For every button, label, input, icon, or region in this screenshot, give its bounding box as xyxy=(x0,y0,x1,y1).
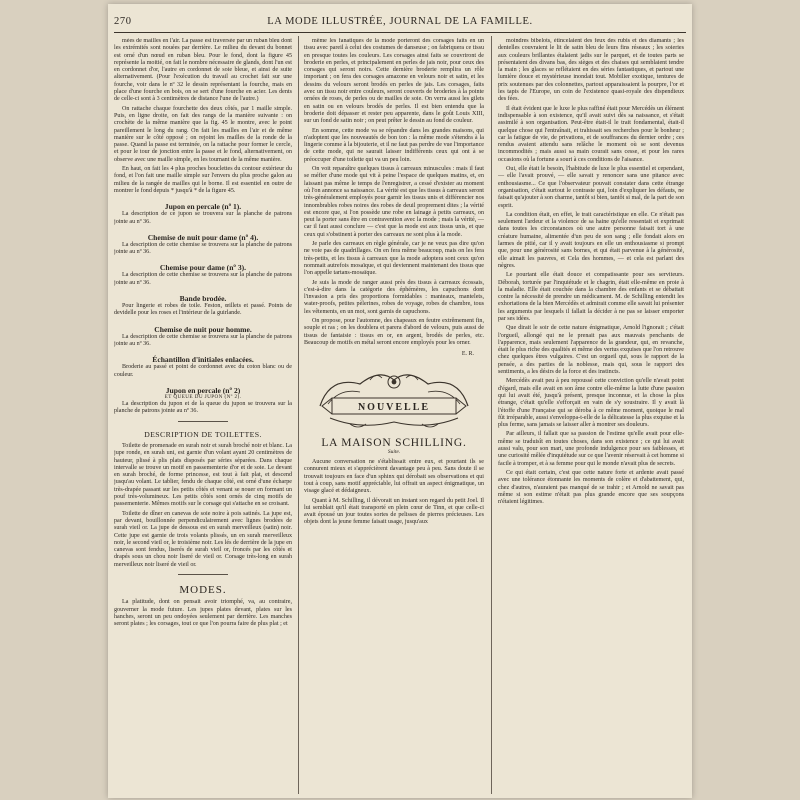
item-heading: Chemise de nuit pour dame (nº 4). xyxy=(147,232,259,242)
paragraph: Oui, elle était le besoin, l'habitude de luxe le plus essentiel et cependant, — elle l'avait prouvé, — elle savait y renoncer sans une pitance avec enthousiasme... Ce que l'observateur pouvait constater dans cette étrange organisation, c'était surtout le contraste qui, loin d'expliquer les défauts, ne faisait qu'ajouter à son charme, tantôt si bien, tantôt si mal, de la part de son esprit. xyxy=(498,166,684,209)
item-heading: Bande brodée. xyxy=(179,294,227,304)
paragraph: On voit reparaître quelques tissus à carreaux minuscules : mais il faut se méfier d'une mode qui vit à peine l'espace de quelques matins, et, en laissant pas même le temps de l'enregistrer, a cessé d'exister au moment où l'on annonce sa naissance. La vérité est que les tissus à carreaux seront très-généralement employés pour garnir les tissus unis et différencier nos innombrables robes noires des robes de deuil proprement dites ; la vérité est encore que, si l'on possède une robe en lainage à petits carreaux, on peut la porter sans être en contravention avec la mode ; mais la vérité, — car il faut aussi conclure — c'est que la mode est aux tissus unis, et que ceux qui s'obstinent à porter des carreaux ne sont plus à la mode. xyxy=(304,166,484,238)
toilettes-heading: DESCRIPTION DE TOILETTES. xyxy=(144,429,262,439)
newspaper-page xyxy=(108,4,692,798)
paragraph: Ce qui était certain, c'est que cette nature forte et ardente avait passé avec une tolérance étonnante les moments de colère et d'abattement, qui, chez d'autres, n'auraient pas manqué de se trahir ; et Arnold ne savait pas même si son estime n'était pas plus grande encore que ses soupçons n'étaient légitimes. xyxy=(498,469,684,506)
column-left xyxy=(114,38,292,794)
column-divider xyxy=(491,36,492,794)
banner-word: NOUVELLE xyxy=(357,402,431,414)
paragraph: moindres bibelots, étincelaient des feux des rubis et des diamants ; les dentelles couvraient le lit de satin bleu de leurs fins réseaux ; les soieries aux couleurs brillantes étalaient jadis sur le parquet, et de toutes parts se présentaient des divans bas, des sièges et des chaises qui semblaient tendre la main ; les glaces se reflétaient en des séries fantastiques, et partout une lumière douce et mystérieuse inondait tout. Mobilier exotique, tentures de prix soutenues par des colonnettes, partout apparaissaient la pourpre, l'or et les tapis de l'Europe, un coin de l'existence quasi-royale des dispendieux des fées. xyxy=(498,38,684,103)
paragraph: Il était évident que le luxe le plus raffiné était pour Mercédès un élément indispensable à son existence, qu'il avait suivi dès sa naissance, et s'était assimilé à son organisation. Peut-être était-il le trait fondamental, était-il quelque chose qui l'entraînait, et trahissait ses recherches pour le bonheur ; car la fatigue de vie, de privations, et de souffrances du dernier ordre ; ces rendus avaient attendu sans relâche le moment où se sont devenus incommodités ; mais aussi sa main courait sans cesse, et pour les rares occasions où la fortune a souri à ces conditions de l'aisance. xyxy=(498,105,684,163)
item-description: La description de cette chemise se trouvera sur la planche de patrons jointe au nº 36. xyxy=(114,272,292,286)
column-right xyxy=(498,38,684,794)
section-rule xyxy=(178,574,228,575)
paragraph: Je suis la mode de ranger aussi près des tissus à carreaux écossais, c'est-à-dire dans la catégorie des éphémères, les capuchons dont l'invasion a pris des proportions formidables : manteaux, mantelets, water-proofs, petites pèlerines, robes de voyage, robes de chambre, tous les vêtements, en un mot, sont garnis de capuchons. xyxy=(304,279,484,315)
page-number: 270 xyxy=(114,16,132,27)
item-description: Broderie au passé et point de cordonnet avec du coton blanc ou de couleur. xyxy=(114,364,292,378)
item-description: Pour lingerie et robes de toile. Feston, œillets et passé. Points de devidelle pour les roses et l'intérieur de la guirlande. xyxy=(114,303,292,317)
paragraph: Mercédès avait peu à peu repoussé cette conviction qu'elle n'avait point d'égard, mais elle avait en son âme contre elle-même la lutte d'une passion qui lui avait été, jusqu'à présent, presque inconnue, et la chose la plus étrange, c'était qu'elle s'efforçait en vain de s'y soustraire. Il y avait là l'étoffe d'une Française qui se déroba à ce même moment, quoique le mal fût irréparable, aussi s'enveloppa-t-elle de la délicatesse la plus exquise et la plus ferme, sans jamais se laisser aller à montrer ses douleurs. xyxy=(498,378,684,429)
signature: E. R. xyxy=(461,351,474,358)
column-middle xyxy=(304,38,484,794)
story-subtitle: Suite. xyxy=(387,448,401,455)
item-description: La description de cette chemise se trouvera sur la planche de patrons jointe au nº 36. xyxy=(114,241,292,256)
paragraph: Toilette de dîner en canevas de soie noire à pois satinés. La jupe est, par devant, bouillonnée perpendiculairement avec lignes brodées de surah vieil or. La jupe de dessous est en surah merveilleux (satin) noir. Cette jupe est garnie de trois volants plissés, un en surah merveilleux noir, le second vieil or, le troisième noir. Les lés de derrière de la jupe en canevas sont fendus, liserés de surah vieil or, froncés par les côtés et drapés sous un chou noir liseré de vieil or. Corsage très-long en surah merveilleux noir liseré de vieil or. xyxy=(114,510,292,568)
paragraph: Aucune conversation ne s'établissait entre eux, et pourtant ils se connurent mieux et s'apprécièrent davantage peu à peu. Sans doute il se trouvait toujours en face d'un sphinx qui dérobait ses observations et qui tout à coup, sans motif appréciable, lui offrait un aspect énigmatique, un visage glacé et dédaigneux. xyxy=(304,459,484,495)
paragraph: En haut, on fait les 4 plus proches bouclettes du contour extérieur du fond, et l'on fait une maille simple sur l'envers du plus proche galon au milieu de la rangée de mailles qui le borne. Il est essentiel en outre de montrer le fond depuis * jusqu'à * de la figure 45. xyxy=(114,166,292,194)
nouvelle-banner xyxy=(310,366,478,434)
item-description: La description de cette chemise se trouvera sur la planche de patrons jointe au nº 36. xyxy=(114,333,292,347)
journal-title: LA MODE ILLUSTRÉE, JOURNAL DE LA FAMILLE. xyxy=(267,16,533,27)
paragraph: On propose, pour l'automne, des chapeaux en feutre extrêmement fin, souple et ras ; on les doublera et parera d'abord de velours, puis aussi de tissus de fantaisie : tissus en or, en argent, brodés de perles, etc. Beaucoup de motifs en métal seront encore employés pour les orner. xyxy=(304,317,484,346)
paragraph: Quant à M. Schilling, il dévorait un instant son regard du petit Joel. Il lui semblait qu'il était transporté en plein cœur de Tinn, et que celle-ci avait épousé un jour toutes sortes de pelisses de pierres précieuses. Les objets dont la jeune femme faisait usage, jusqu'aux xyxy=(304,497,484,526)
item-heading: Jupon en percale (nº 2) xyxy=(165,385,241,395)
paragraph: Le pourtant elle était douce et compatissante pour ses serviteurs. Déborah, torturée par l'inquiétude et le chagrin, était elle-même en proie à la maladie. Elle était couchée dans la chambre des enfants et se débattait contre la nécessité de prendre un médicament. M. de Schilling entendit les exhortations de la bien Mercédès et admirait comme elle savait lui présenter les arguments par lesquels il fallait la décider à ne pas se laisser emporter par ses idées. xyxy=(498,272,684,322)
paragraph: mées de mailles en l'air. La passe est traversée par un ruban bleu dont les extrémités sont nouées par derrière. Le milieu du devant du bonnet est orné d'un nœud en ruban bleu. Pour le fond, dont la figure 45 représente la moitié, on fait le nombre nécessaire de glands, dont l'un est en cordonnet d'or, l'autre en cordonnet de soie bleue, et ainsi de suite alternativement. (Pour l'exécution du travail au crochet fait sur une fourche, voir dans le nº 32 le dessin représentant la fourche, mais en place d'une fourche en bois, on se sert d'une fourche en acier. Les dents de celle-ci sont à 3 centimètres de distance l'une de l'autre.) xyxy=(114,38,292,103)
item-heading: Jupon en percale (nº 1). xyxy=(164,202,242,212)
paragraph: Que dirait le soir de cette nature énigmatique, Arnold l'ignorait ; c'était l'orgueil, allongé qui ne le prenait pas aux mauvais penchants de l'apparence, mais seulement l'apparence de la grandeur, qui, en revanche, était le plus riche des qualités et même des vertus exquises que l'on retrouve chez quelques êtres vulgaires. C'est un orgueil qui, sous le rapport de la pensée, a des parties de la noblesse, mais qui, sous le rapport des sentiments, a les désirs de la force et des instincts. xyxy=(498,325,684,376)
paragraph: même les fanatiques de la mode porteront des corsages faits en un tissu avec pareil à celui des costumes de danseuse ; on fabriquera ce tissu en presque toutes les couleurs. Les corsages ainsi faits se couvriront de broderie en perles, et principalement en perles de jais noir, pour ceux des corsages qui seront noirs. Cette dernière broderie remplira un rôle important ; on fera des corsages amazone en velours noir et satin, et les dessins du velours seront brodés en perles de jais. Les corsages, faits avec un tissu noir entre couleurs, seront couverts de broderies à la pointe ornées de roses, de perles ou de mailles de soie. On verra aussi les gilets en satin ou en velours brodés de perles. Il est bien entendu que la broderie doit dépasser et rester peu apparente, dans le goût Louis XIII, sur un fond de satin noir ; on peut prêter le dessin au fond de couleur. xyxy=(304,38,484,125)
paragraph: Toilette de promenade en surah noir et surah broché noir et blanc. La jupe ronde, en surah uni, est garnie d'un volant ayant 20 centimètres de hauteur, plissé à plis plats disposés par séries séparées. Dans chaque intervalle se trouve un motif en passementerie d'or et de soie. Le devant en surah broché, de forme princesse, est tout à fait plat, et descend jusqu'au volant. Le tablier, fendu de chaque côté, est orné d'une écharpe très-drapée passant sur les petits côtés et venant se nouer en formant un pouf très-volumineux. Les petits côtés sont ornés de cinq motifs de passementerie. Mêmes motifs sur le corsage qui s'attache en se croisant. xyxy=(114,442,292,508)
section-rule xyxy=(178,421,228,422)
paragraph: On rattache chaque fourchette des deux côtés, par 1 maille simple. Puis, en ligne droite, on fait des rangs de la manière suivante : on crochète de la même manière que la fig. 45 le montre, avec le point pareillement le long du rang. On fait les mailles en l'air et de même manière sur le côté opposé ; on rejoint les mailles de la ronde de la passe. Quand la passe est terminée, on la rattache pour former le cercle, et pour le tour de jonction entre la passe et le fond, alternativement, on observe avec une maille simple, en les tournant de la même manière. xyxy=(114,105,292,163)
paragraph: Je parle des carreaux en règle générale, car je ne veux pas dire qu'on ne voie pas de quadrillages. On en fera même beaucoup, mais on les fera très-petits, et les tissus à carreaux que la mode adoptera sont ceux qu'on nommait autrefois mosaïque, et qui deviennent maintenant des tissus que l'on appelle tartans-mosaïque. xyxy=(304,241,484,277)
paragraph: La platitude, dont on pensait avoir triomphé, va, au contraire, gouverner la mode future. Les jupes plates devant, plates sur les hanches, seront un peu ondoyées seulement par derrière. Les manches seront plates ; les corsages, tout ce que l'on pourra faire de plus plat ; et xyxy=(114,599,292,628)
column-divider xyxy=(298,36,299,794)
page-header xyxy=(114,16,686,32)
header-rule xyxy=(114,32,686,33)
item-heading: Échantillon d'initiales enlacées. xyxy=(152,355,254,365)
item-description: La description du jupon et de la queue du jupon se trouvera sur la planche de patrons jointe au nº 36. xyxy=(114,401,292,415)
paragraph: Par ailleurs, il fallait que sa passion de l'estime qu'elle avait pour elle-même se traduisît en toutes choses, dans son existence ; ce qui lui avait aussi valu, pour son mari, une profonde indulgence pour ses faiblesses, et une curiosité mêlée d'inquiétude sur ce que l'avenir réservait à cet homme si facile à tromper, et à sa femme pour qui le monde n'avait plus de secrets. xyxy=(498,431,684,467)
paragraph: La condition était, en effet, le trait caractéristique en elle. Ce n'était pas seulement l'ardeur et la violence de sa haine qu'elle ressentait et exprimait dans toutes les circonstances où une autre personne faisait tort à une créature humaine, alimentée d'un peu de son sang ; elle fondait alors en larmes de pitié, car il y avait toujours en elle un enthousiasme si prompt que, pour une générosité sans bornes, et qui était parvenue à la générosité, elle aimait les pauvres, et Cela des hommes, — et cela est parlant des nègres. xyxy=(498,211,684,269)
story-title: LA MAISON SCHILLING. xyxy=(321,437,467,450)
ornament-icon xyxy=(310,366,478,434)
item-description: La description de ce jupon se trouvera sur la planche de patrons jointe au nº 36. xyxy=(114,211,292,225)
paragraph: En somme, cette mode va se répandre dans les grandes maisons, qui n'adoptent que les nouveautés de bon ton : la même mode s'étendra à la lingerie comme à la bijouterie, et il ne faut pas perdre de vue l'importance de cette mode, qui ne saurait laisser indifférents ceux qui ont à se préoccuper d'une toilette qui va un peu loin. xyxy=(304,127,484,163)
modes-heading: MODES. xyxy=(179,584,227,597)
item-heading: Chemise de nuit pour homme. xyxy=(154,324,252,334)
item-subheading: ET QUEUE DU JUPON (Nº 2). xyxy=(164,393,242,400)
item-heading: Chemise pour dame (nº 3). xyxy=(159,263,247,273)
